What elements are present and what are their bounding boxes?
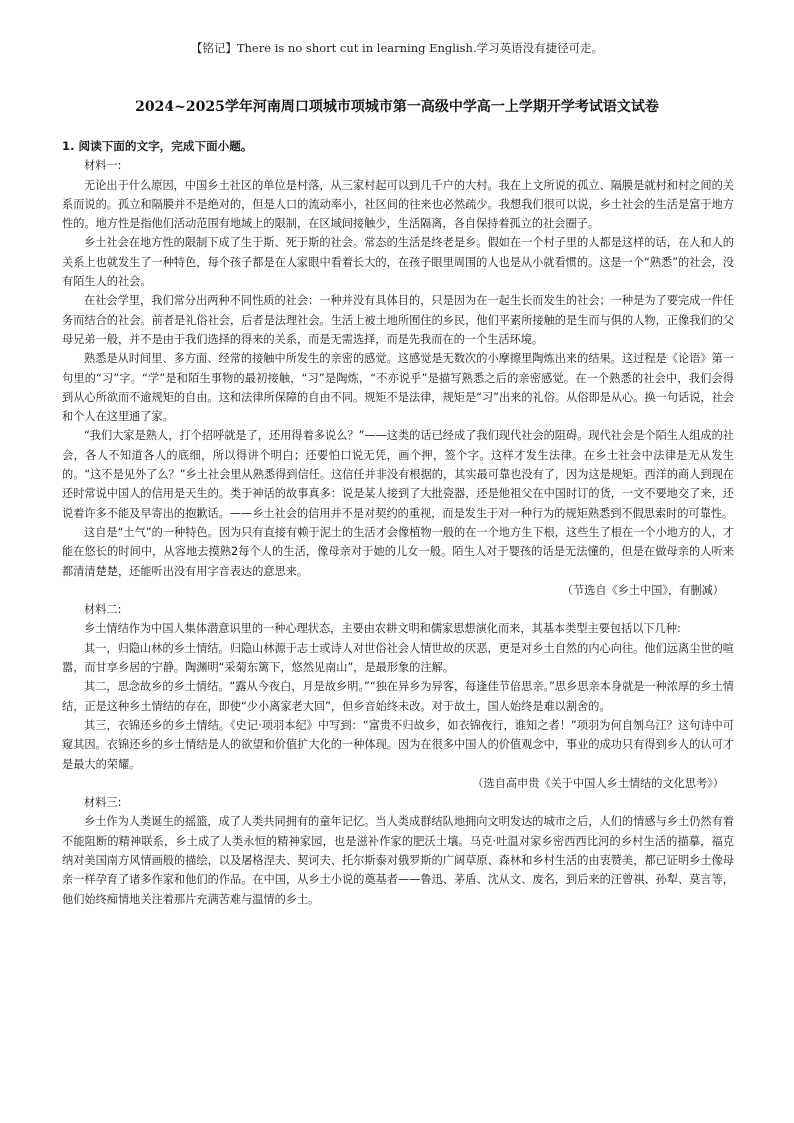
material-1-paragraph: 熟悉是从时间里、多方面、经常的接触中所发生的亲密的感觉。这感觉是无数次的小摩擦里陶炼出来的结果。这过程是《论语》第一句里的“习”字。“学”是和陌生事物的最初接触，“习”是陶炼，“不亦说乎”是描写熟悉之后的亲密感觉。在一个熟悉的社会中，我们会得到从心所欲而不逾规矩的自由。这和法律所保障的自由不同。规矩不是法律，规矩是“习”出来的礼俗。从俗即是从心。换一句话说，社会和个人在这里通了家。 [62, 352, 734, 424]
motto-header: 【铭记】There is no short cut in learning English.学习英语没有捷径可走。 [190, 41, 604, 55]
material-3-paragraph: 乡土作为人类诞生的摇篮，成了人类共同拥有的童年记忆。当人类成群结队地拥向文明发达的城市之后，人们的情感与乡土仍然有着不能阻断的精神联系，乡土成了人类永恒的精神家园，也是滋补作家的肥沃土壤。马克·吐温对家乡密西西比河的乡村生活的描摹，福克纳对美国南方风情画般的描绘，以及屠格涅夫、契诃夫、托尔斯泰对俄罗斯的广阔草原、森林和乡村生活的由衷赞美，都已证明乡土像母亲一样孕育了诸多作家和他们的作品。在中国，从乡土小说的奠基者——鲁迅、茅盾、沈从文、废名，到后来的汪曾祺、孙犁、莫言等，他们始终痴情地关注着那片充满苦难与温情的乡土。 [62, 815, 734, 906]
page-title: 2024~2025学年河南周口项城市项城市第一高级中学高一上学期开学考试语文试卷 [135, 99, 659, 115]
material-2-paragraph: 其一，归隐山林的乡土情结。归隐山林源于志士或诗人对世俗社会人情世故的厌恶，更是对乡土自然的内心向往。他们远离尘世的喧嚣，而甘享乡居的宁静。陶渊明“采菊东篱下，悠然见南山”，是最形象的注解。 [62, 641, 734, 675]
material-1-paragraph: “我们大家是熟人，打个招呼就是了，还用得着多说么？”——这类的话已经成了我们现代社会的阻碍。现代社会是个陌生人组成的社会，各人不知道各人的底细，所以得讲个明白；还要怕口说无凭，画个押，签个字。这样才发生法律。在乡土社会中法律是无从发生的。“这不是见外了么？”乡土社会里从熟悉得到信任。这信任并非没有根据的，其实最可靠也没有了，因为这是规矩。西洋的商人到现在还时常说中国人的信用是天生的。类于神话的故事真多：说是某人接到了大批瓷器，还是他祖父在中国时订的货，一文不要地交了来，还说着许多不能及早寄出的抱歉话。——乡土社会的信用并不是对契约的重视，而是发生于对一种行为的规矩熟悉到不假思索时的可靠性。 [62, 429, 734, 520]
material-2-paragraph: 乡土情结作为中国人集体潜意识里的一种心理状态，主要由农耕文明和儒家思想演化而来，其基本类型主要包括以下几种: [84, 622, 681, 636]
material-1-label: 材料一: [84, 159, 122, 173]
material-3-label: 材料三: [84, 796, 122, 810]
material-1-paragraph: 无论出于什么原因，中国乡土社区的单位是村落，从三家村起可以到几千户的大村。我在上文所说的孤立、隔膜是就村和村之间的关系而说的。孤立和隔膜并不是绝对的，但是人口的流动率小，社区间的往来也必然疏少。我想我们很可以说，乡土社会的生活是富于地方性的。地方性是指他们活动范围有地域上的限制，在区域间接触少，生活隔离，各自保持着孤立的社会圈子。 [62, 178, 734, 231]
material-2-paragraph: 其三，衣锦还乡的乡土情结。《史记·项羽本纪》中写到：“富贵不归故乡，如衣锦夜行，谁知之者！”项羽为何自刎乌江？这句诗中可窥其因。衣锦还乡的乡土情结是人的欲望和价值扩大化的一种体现。因为在很多中国人的价值观念中，事业的成功只有得到乡人的认可才是最大的荣耀。 [62, 718, 734, 771]
material-2-label: 材料二: [84, 603, 122, 617]
material-1-source: （节选自《乡土中国》，有删减） [561, 583, 724, 597]
question-content [62, 137, 734, 909]
material-1-paragraph: 在社会学里，我们常分出两种不同性质的社会：一种并没有具体目的，只是因为在一起生长而发生的社会；一种是为了要完成一件任务而结合的社会。前者是礼俗社会，后者是法理社会。生活上被土地所囿住的乡民，他们平素所接触的是生而与俱的人物，正像我们的父母兄弟一般，并不是由于我们选择的得来的关系，而是无需选择，而是先我而在的一个生活环境。 [62, 294, 734, 346]
material-2-paragraph: 其二，思念故乡的乡土情结。“露从今夜白，月是故乡明。”“独在异乡为异客，每逢佳节倍思亲。”思乡思亲本身就是一种浓厚的乡土情结，正是这种乡土情结的存在，即使“少小离家老大回”，但乡音始终未改。对于故土，国人始终是难以割舍的。 [62, 680, 734, 713]
question-heading: 1. 阅读下面的文字，完成下面小题。 [62, 139, 253, 153]
material-1-paragraph: 这自是“土气”的一种特色。因为只有直接有赖于泥土的生活才会像植物一般的在一个地方生下根，这些生了根在一个小地方的人，才能在悠长的时间中，从容地去摸熟2每个人的生活，像母亲对于她的儿女一般。陌生人对于婴孩的话是无法懂的，但是在做母亲的人听来都清清楚楚，还能听出没有用字音表达的意思来。 [62, 525, 734, 578]
material-2-source: （选自高申贵《关于中国人乡土情结的文化思考》） [472, 776, 724, 790]
material-1-paragraph: 乡土社会在地方性的限制下成了生于斯、死于斯的社会。常态的生活是终老是乡。假如在一个村子里的人都是这样的话，在人和人的关系上也就发生了一种特色，每个孩子都是在人家眼中看着长大的，在孩子眼里周围的人也是从小就看惯的。这是一个“熟悉”的社会，没有陌生人的社会。 [62, 236, 734, 289]
